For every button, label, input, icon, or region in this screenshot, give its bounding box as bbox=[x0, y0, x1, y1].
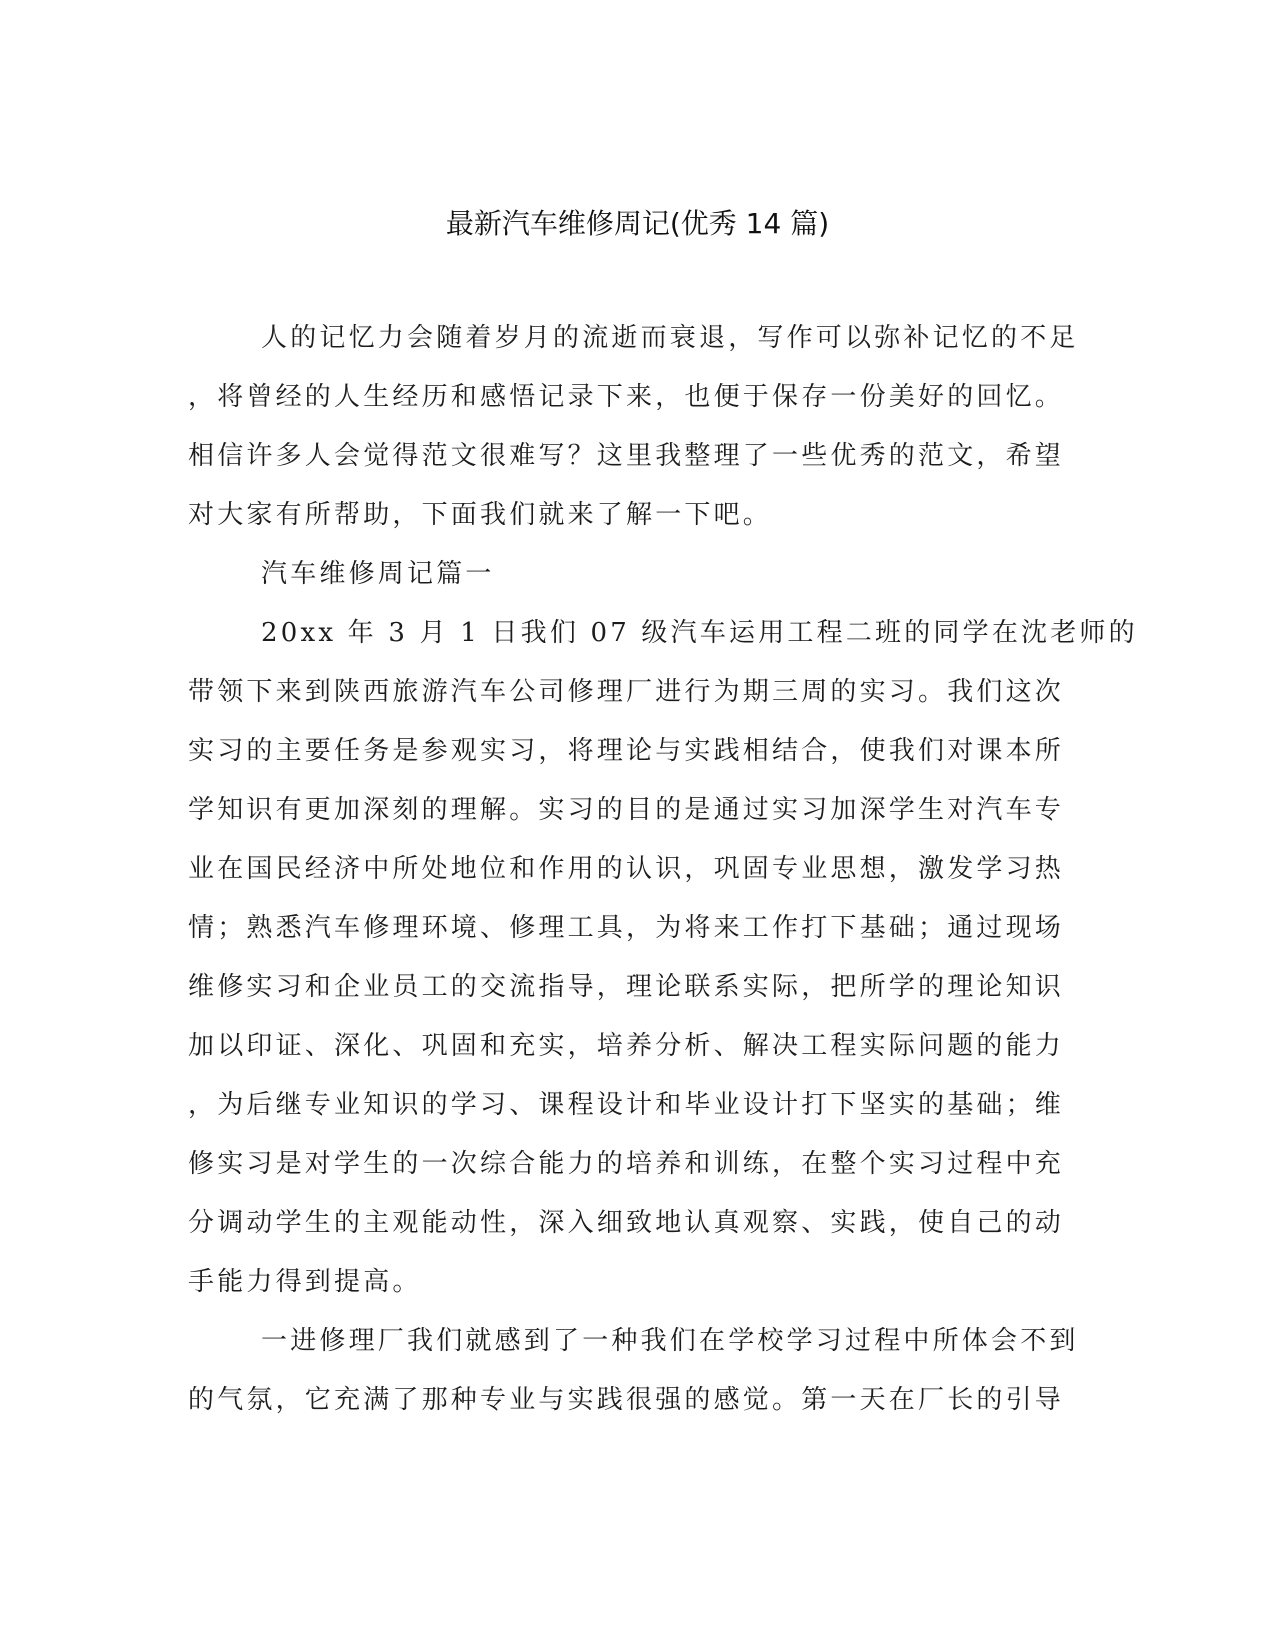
text-line: 人的记忆力会随着岁月的流逝而衰退，写作可以弥补记忆的不足 bbox=[261, 323, 1079, 353]
text-line: 修实习是对学生的一次综合能力的培养和训练，在整个实习过程中充 bbox=[188, 1149, 1065, 1179]
text-line: 的气氛，它充满了那种专业与实践很强的感觉。第一天在厂长的引导 bbox=[188, 1385, 1065, 1415]
text-line: 相信许多人会觉得范文很难写？这里我整理了一些优秀的范文，希望 bbox=[188, 441, 1065, 471]
text-line: 20xx 年 3 月 1 日我们 07 级汽车运用工程二班的同学在沈老师的 bbox=[261, 618, 1138, 648]
text-line: 手能力得到提高。 bbox=[188, 1267, 422, 1297]
text-line: 一进修理厂我们就感到了一种我们在学校学习过程中所体会不到 bbox=[261, 1326, 1079, 1356]
text-line: 分调动学生的主观能动性，深入细致地认真观察、实践，使自己的动 bbox=[188, 1208, 1065, 1238]
text-line: 情；熟悉汽车修理环境、修理工具，为将来工作打下基础；通过现场 bbox=[188, 913, 1065, 943]
text-line: 带领下来到陕西旅游汽车公司修理厂进行为期三周的实习。我们这次 bbox=[188, 677, 1065, 707]
document-title: 最新汽车维修周记(优秀 14 篇) bbox=[445, 207, 830, 240]
text-line: 维修实习和企业员工的交流指导，理论联系实际，把所学的理论知识 bbox=[188, 972, 1065, 1002]
text-line: ，将曾经的人生经历和感悟记录下来，也便于保存一份美好的回忆。 bbox=[188, 382, 1065, 412]
text-line: 实习的主要任务是参观实习，将理论与实践相结合，使我们对课本所 bbox=[188, 736, 1065, 766]
text-line: ，为后继专业知识的学习、课程设计和毕业设计打下坚实的基础；维 bbox=[188, 1090, 1065, 1120]
text-line: 学知识有更加深刻的理解。实习的目的是通过实习加深学生对汽车专 bbox=[188, 795, 1065, 825]
text-line: 业在国民经济中所处地位和作用的认识，巩固专业思想，激发学习热 bbox=[188, 854, 1065, 884]
section-heading: 汽车维修周记篇一 bbox=[261, 559, 495, 589]
text-line: 对大家有所帮助，下面我们就来了解一下吧。 bbox=[188, 500, 773, 530]
text-line: 加以印证、深化、巩固和充实，培养分析、解决工程实际问题的能力 bbox=[188, 1031, 1065, 1061]
